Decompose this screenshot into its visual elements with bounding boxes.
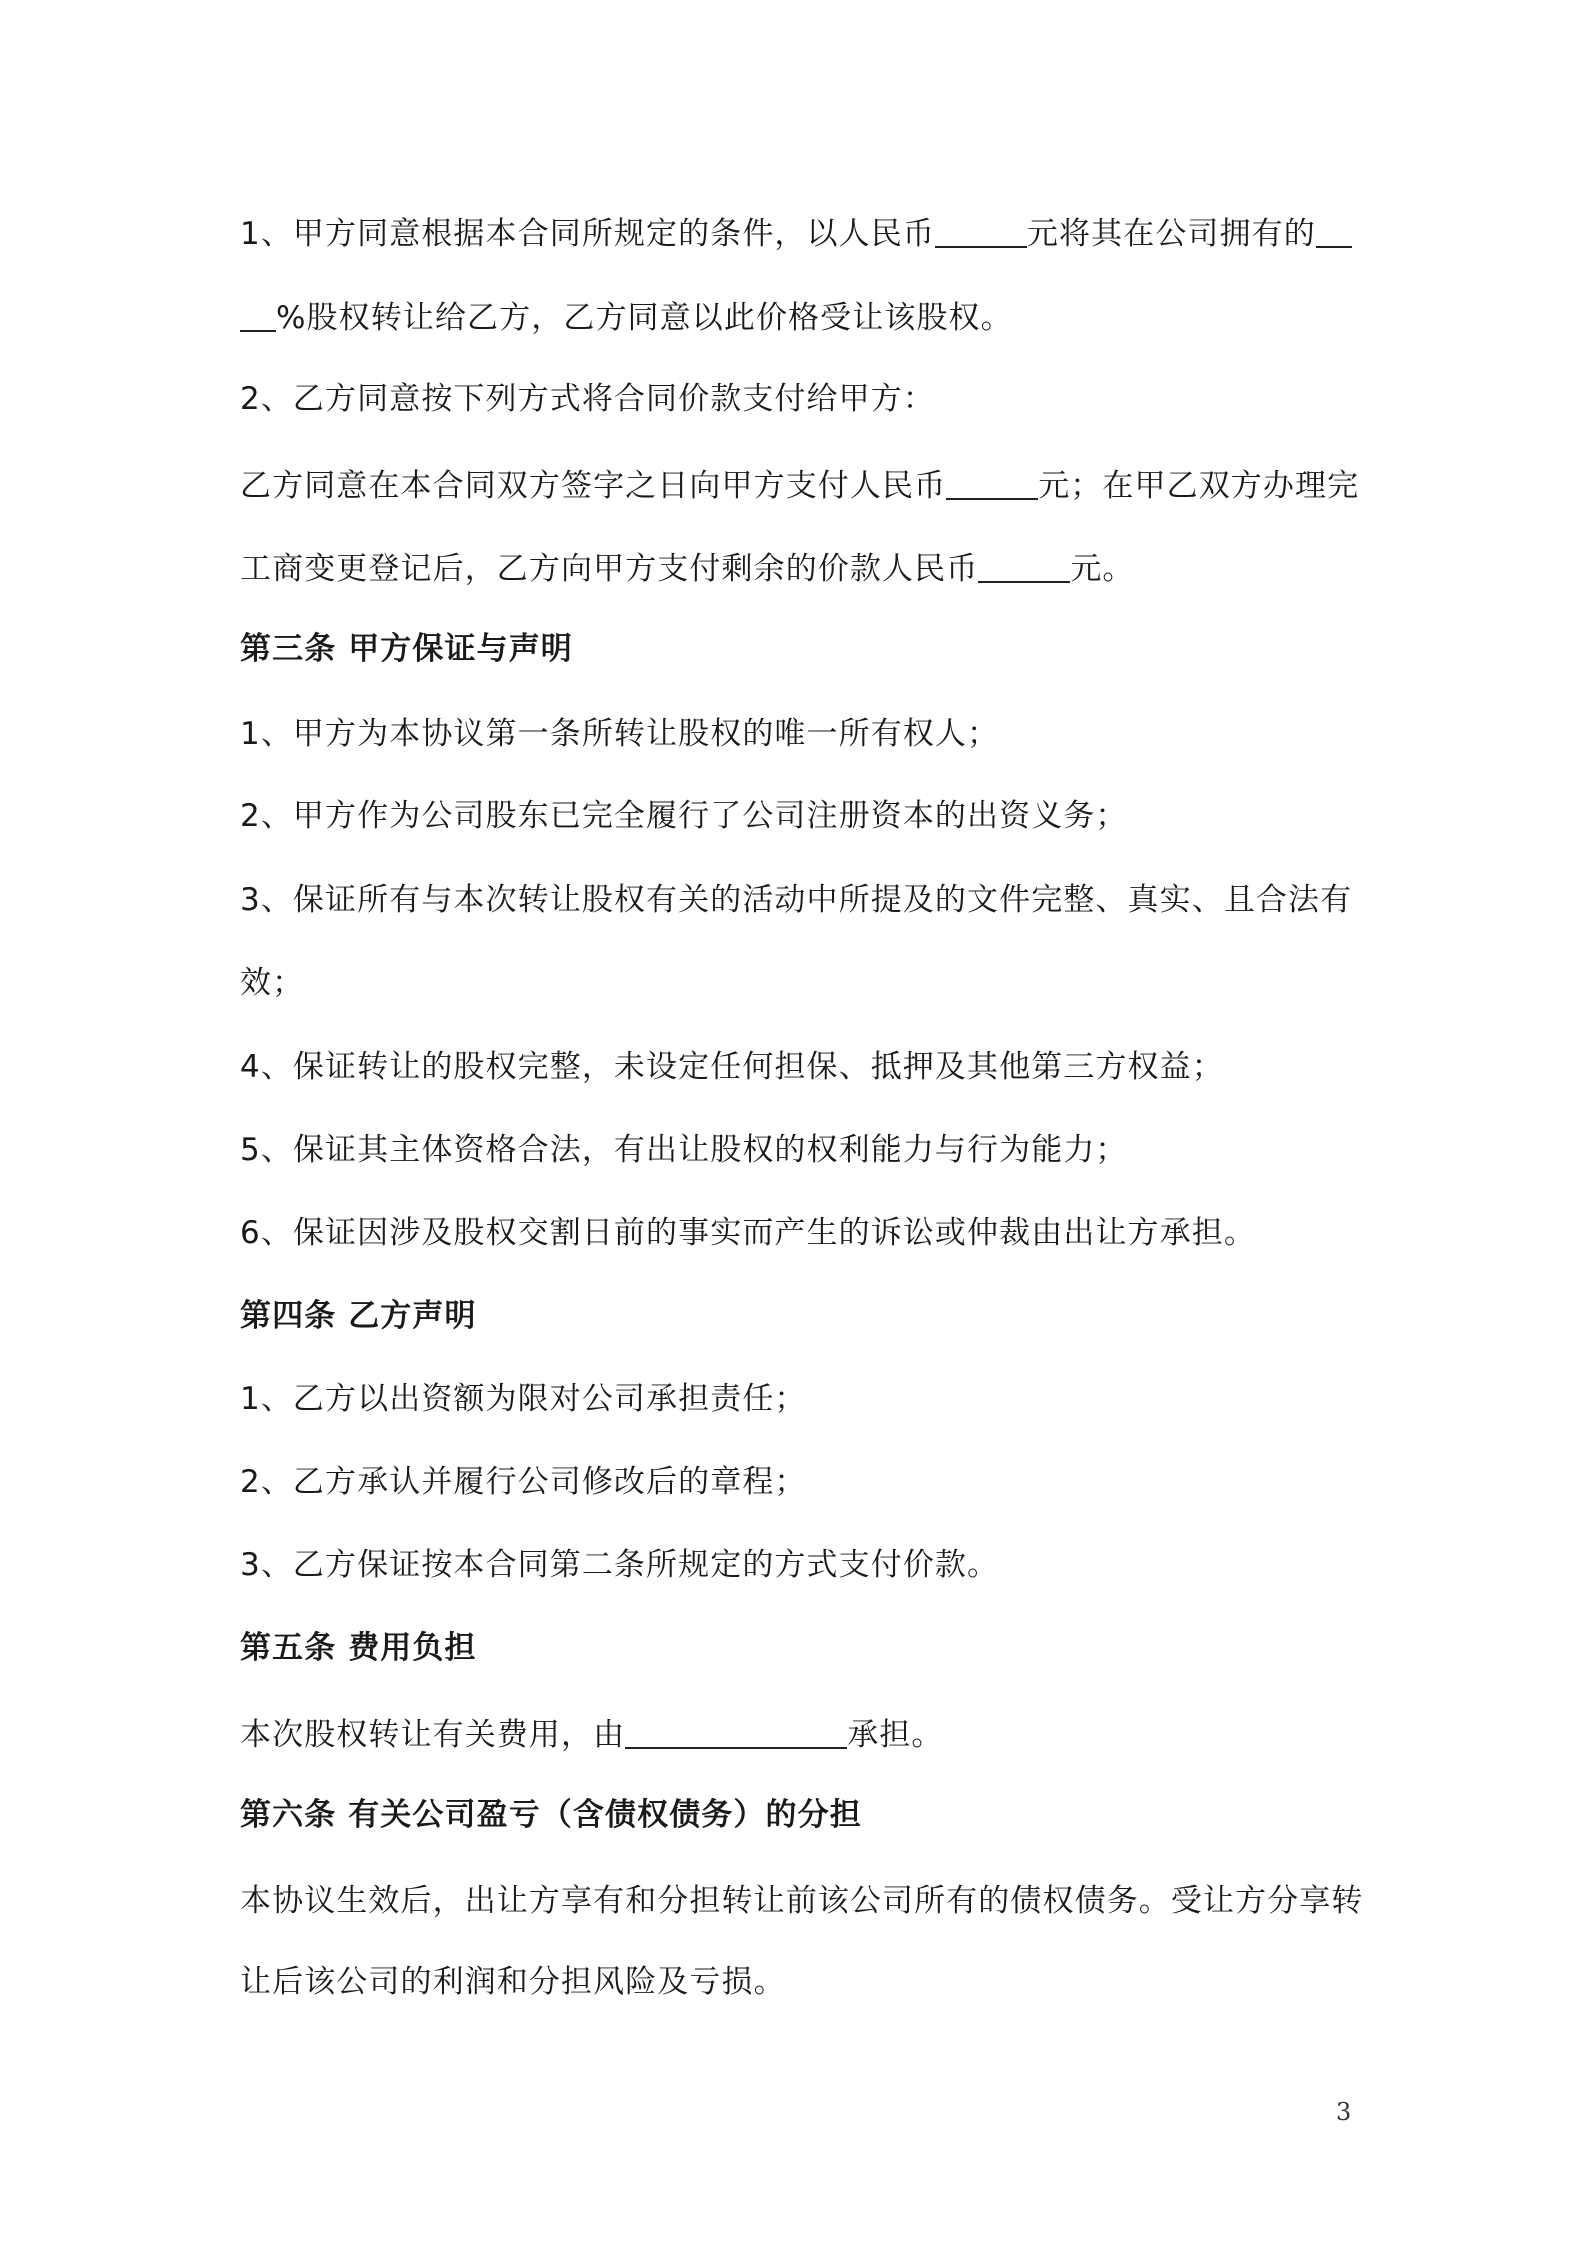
clause-2-item-1-continued: [240, 296, 1013, 340]
article-3-item-3-continued: 效；: [240, 965, 305, 1001]
payment-paragraph-continued: [240, 547, 1135, 591]
payment-paragraph: [240, 464, 1359, 508]
price-blank: [935, 216, 1027, 248]
page-number: 3: [1336, 2098, 1352, 2126]
article-3-item-4: 4、保证转让的股权完整，未设定任何担保、抵押及其他第三方权益；: [240, 1049, 1224, 1085]
clause-2-item-1-text-c: %股权转让给乙方，乙方同意以此价格受让该股权。: [276, 300, 1013, 336]
article-5-body: [240, 1713, 944, 1757]
payment-text-d: 元。: [1070, 551, 1135, 587]
article-3-item-6: 6、保证因涉及股权交割日前的事实而产生的诉讼或仲裁由出让方承担。: [240, 1215, 1256, 1251]
article-4-heading: 第四条 乙方声明: [240, 1298, 477, 1334]
article-3-heading: 第三条 甲方保证与声明: [240, 631, 573, 667]
clause-2-item-1-text-b: 元将其在公司拥有的: [1026, 216, 1316, 252]
payment-text-c: 工商变更登记后，乙方向甲方支付剩余的价款人民币: [240, 551, 979, 587]
article-4-item-2: 2、乙方承认并履行公司修改后的章程；: [240, 1464, 807, 1500]
remaining-payment-blank: [978, 551, 1070, 583]
article-3-item-3: 3、保证所有与本次转让股权有关的活动中所提及的文件完整、真实、且合法有: [240, 882, 1353, 918]
article-6-heading: 第六条 有关公司盈亏（含债权债务）的分担: [240, 1797, 862, 1833]
payment-text-b: 元；在甲乙双方办理完: [1038, 468, 1360, 504]
first-payment-blank: [946, 468, 1038, 500]
article-3-item-5: 5、保证其主体资格合法，有出让股权的权利能力与行为能力；: [240, 1132, 1128, 1168]
article-4-item-1: 1、乙方以出资额为限对公司承担责任；: [240, 1381, 807, 1417]
article-3-item-1: 1、甲方为本协议第一条所转让股权的唯一所有权人；: [240, 716, 1000, 752]
cost-bearer-blank: [625, 1717, 847, 1749]
article-5-heading: 第五条 费用负担: [240, 1630, 477, 1666]
payment-text-a: 乙方同意在本合同双方签字之日向甲方支付人民币: [240, 468, 947, 504]
share-blank-end: [240, 300, 276, 332]
article-5-text-b: 承担。: [847, 1717, 944, 1753]
clause-2-item-1-text-a: 1、甲方同意根据本合同所规定的条件，以人民币: [240, 216, 935, 252]
clause-2-item-1: [240, 212, 1352, 256]
article-6-body-continued: 让后该公司的利润和分担风险及亏损。: [240, 1964, 786, 2000]
share-blank-start: [1316, 216, 1352, 248]
article-3-item-2: 2、甲方作为公司股东已完全履行了公司注册资本的出资义务；: [240, 798, 1128, 834]
article-6-body: 本协议生效后，出让方享有和分担转让前该公司所有的债权债务。受让方分享转: [240, 1883, 1364, 1919]
article-4-item-3: 3、乙方保证按本合同第二条所规定的方式支付价款。: [240, 1547, 1000, 1583]
article-5-text-a: 本次股权转让有关费用，由: [240, 1717, 626, 1753]
clause-2-item-2: 2、乙方同意按下列方式将合同价款支付给甲方：: [240, 381, 935, 417]
